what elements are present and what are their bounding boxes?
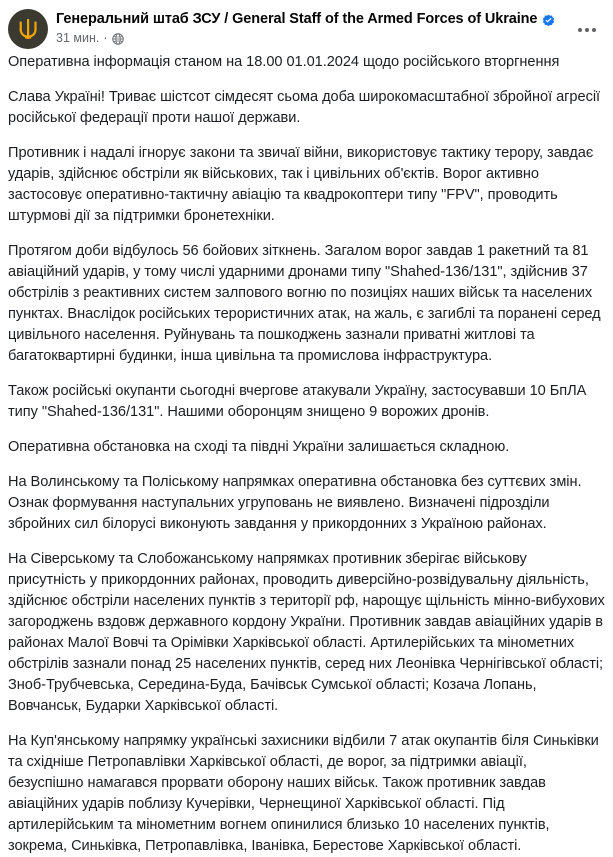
more-options-button[interactable] <box>571 14 603 46</box>
verified-badge-icon <box>542 14 555 27</box>
post-paragraph: На Сіверському та Слобожанському напрямках противник зберігає військову присутність у прикордонних районах, проводить диверсійно-розвідувальну діяльність, здійснює обстріли населених пунктів з території рф, нарощує щільність мінно-вибухових загороджень вздовж державного кордону України. Противник завдав авіаційних ударів в районах Малої Вовчі та Орімівки Харківської області. Артилерійських та мінометних обстрілів зазнали понад 25 населених пунктів, серед них Леонівка Чернігівської області; Зноб-Трубчевська, Середина-Буда, Бачівськ Сумської області; Козача Лопань, Вовчанськ, Бударки Харківської області. <box>8 551 609 714</box>
post-paragraph: Також російські окупанти сьогодні вчергове атакували Україну, застосувавши 10 БпЛА типу "Shahed-136/131". Нашими оборонцям знищено 9 ворожих дронів. <box>8 383 591 420</box>
ukraine-trident-icon <box>15 16 41 42</box>
post-paragraph: На Куп'янському напрямку українські захисники відбили 7 атак окупантів біля Синьківки та східніше Петропавлівки Харківської області, де ворог, за підтримки авіації, безуспішно намагався прорвати оборону наших військ. Також противник завдав авіаційних ударів поблизу Кучерівки, Чернещиної Харківської області. Під артилерійським та мінометним вогнем опинилися близько 10 населених пунктів, зокрема, Синьківка, Петропавлівка, Іванівка, Берестове Харківської області. <box>8 733 603 854</box>
avatar[interactable] <box>8 9 48 49</box>
post-meta <box>56 30 605 46</box>
post-body <box>0 52 613 857</box>
post-header <box>0 0 613 52</box>
ellipsis-icon <box>578 28 596 32</box>
globe-icon[interactable] <box>112 33 124 45</box>
page-name[interactable]: Генеральний штаб ЗСУ / General Staff of the Armed Forces of Ukraine <box>56 11 538 27</box>
post-paragraph: На Волинському та Поліському напрямках оперативна обстановка без суттєвих змін. Ознак формування наступальних угруповань не виявлено. Визначені підрозділи збройних сил білорусі виконують завдання у прикордонних з Україною районах. <box>8 474 586 532</box>
post-paragraph: Оперативна обстановка на сході та півдні України залишається складною. <box>8 439 510 455</box>
post-timestamp[interactable]: 31 мин. <box>56 31 100 45</box>
post-paragraph: Оперативна інформація станом на 18.00 01.01.2024 щодо російського вторгнення <box>8 54 560 70</box>
post-paragraph: Слава Україні! Триває шістсот сімдесят сьома доба широкомасштабної збройної агресії російської федерації проти нашої держави. <box>8 89 605 126</box>
meta-separator: · <box>103 31 108 45</box>
name-row <box>56 10 605 28</box>
header-text <box>56 9 605 46</box>
post-paragraph: Протягом доби відбулось 56 бойових зіткнень. Загалом ворог завдав 1 ракетний та 81 авіаційний ударів, у тому числі ударними дронами типу "Shahed-136/131", здійснив 37 обстрілів з реактивних систем залпового вогню по позиціях наших військ та населених пунктах. Внаслідок російських терористичних атак, на жаль, є загиблі та поранені серед цивільного населення. Руйнувань та пошкоджень зазнали приватні житлові та багатоквартирні будинки, інша цивільна та промислова інфраструктура. <box>8 243 605 364</box>
post-paragraph: Противник і надалі ігнорує закони та звичаї війни, використовує тактику терору, завдає ударів, здійснює обстріли як військових, так і цивільних об'єктів. Ворог активно застосовує оперативно-тактичну авіацію та квадрокоптери типу "FPV", проводить штурмові дії за підтримки бронетехніки. <box>8 145 598 224</box>
